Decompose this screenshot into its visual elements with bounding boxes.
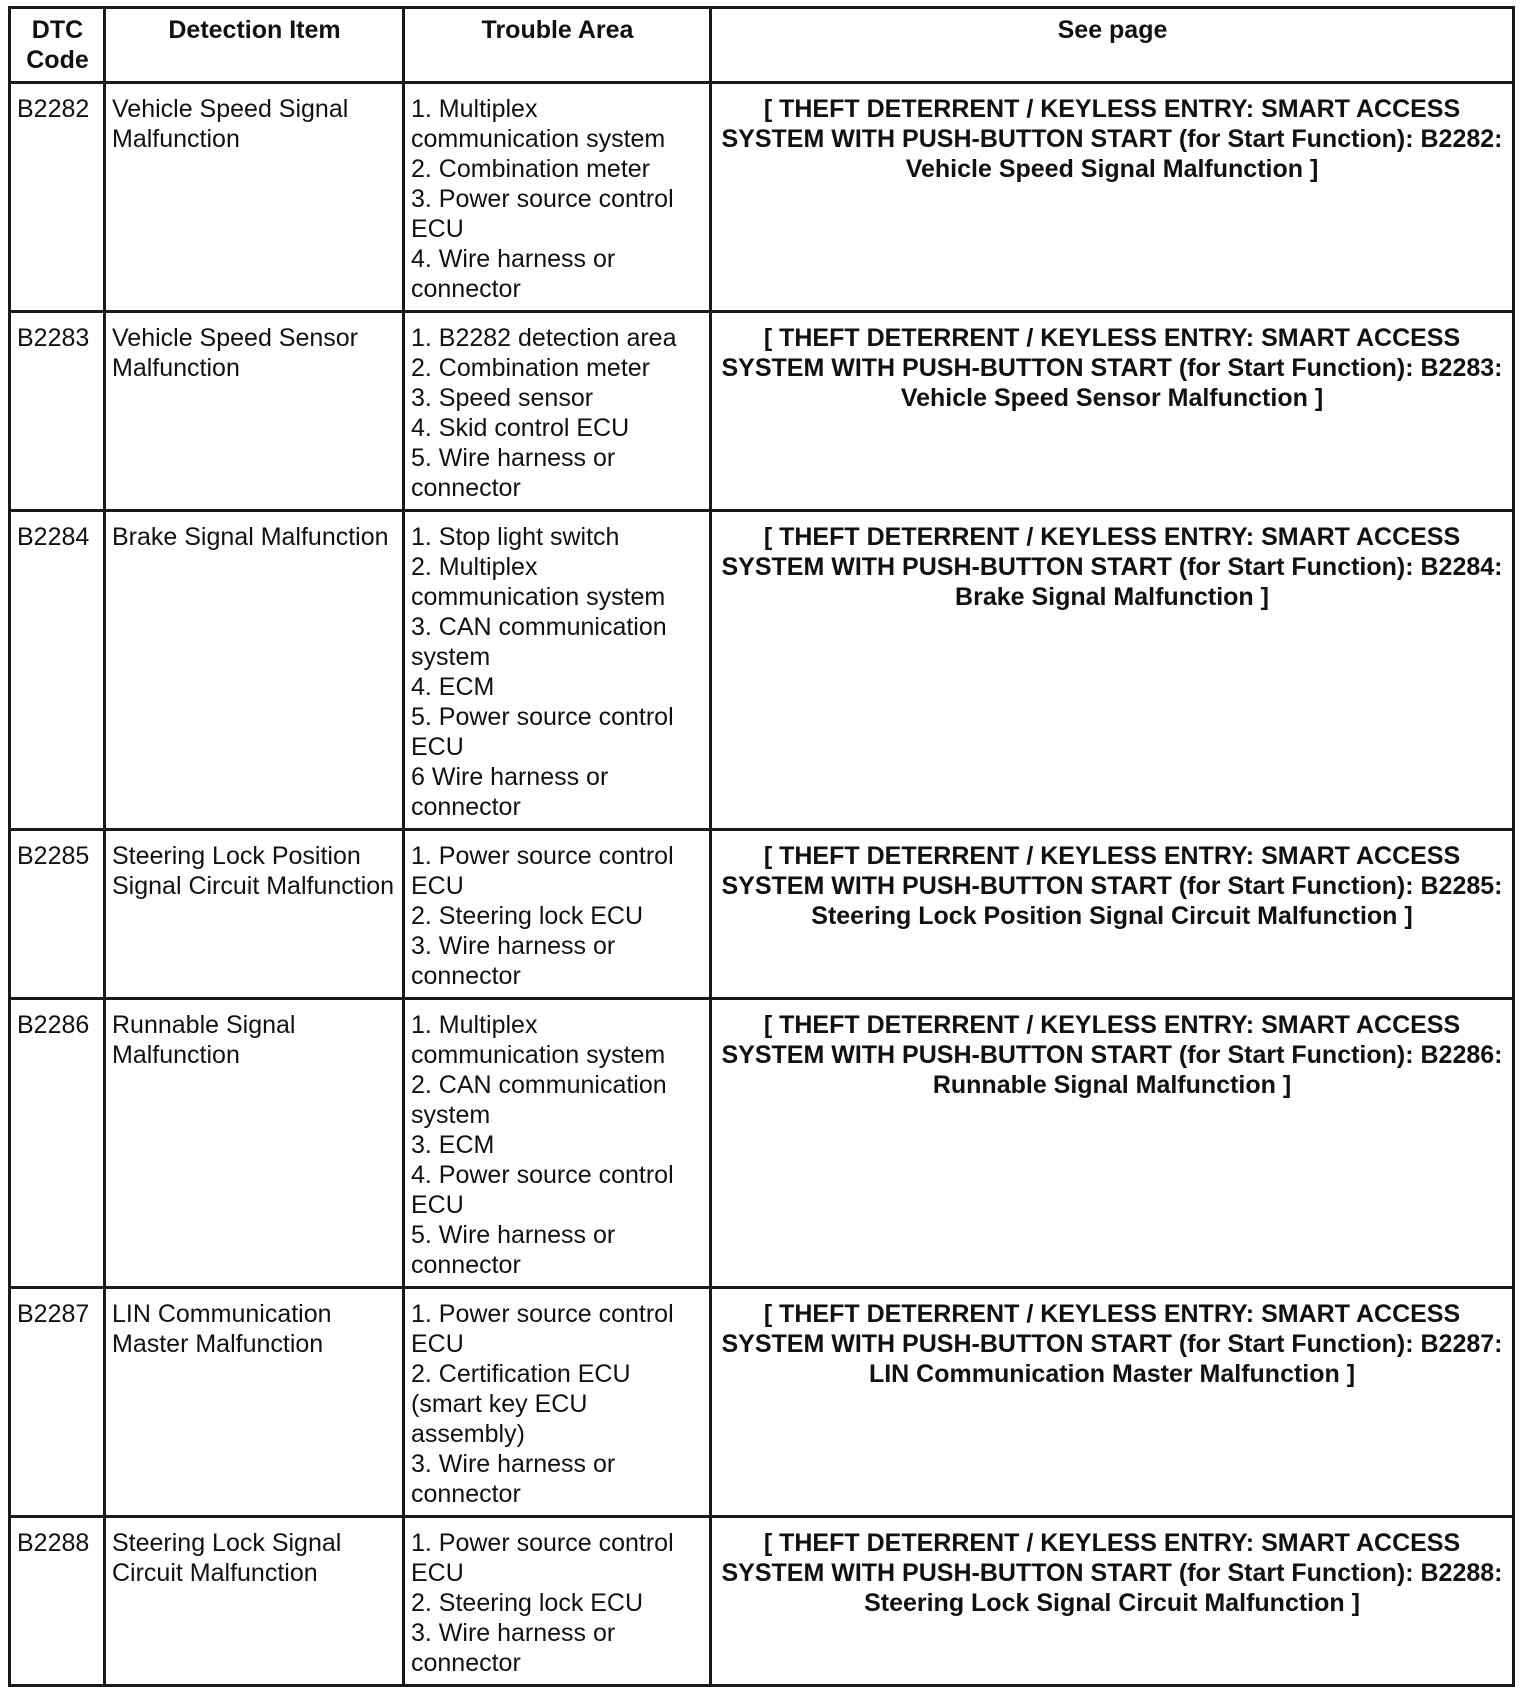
trouble-area-item: 1. B2282 detection area (411, 324, 677, 352)
table-row (10, 999, 1514, 1288)
trouble-area-cell (404, 1517, 711, 1686)
dtc-table-page (8, 6, 1512, 1687)
see-page-link[interactable]: [ THEFT DETERRENT / KEYLESS ENTRY: SMART ACCESS SYSTEM WITH PUSH-BUTTON START (for Start Function): B2286: Runnable Signal Malfunction ] (711, 999, 1514, 1288)
see-page-link[interactable]: [ THEFT DETERRENT / KEYLESS ENTRY: SMART ACCESS SYSTEM WITH PUSH-BUTTON START (for Start Function): B2285: Steering Lock Position Signal Circuit Malfunction ] (711, 830, 1514, 999)
trouble-area-item: 3. Wire harness or connector (411, 1619, 616, 1677)
detection-item-cell: Steering Lock Signal Circuit Malfunction (105, 1517, 404, 1686)
detection-item-cell: Runnable Signal Malfunction (105, 999, 404, 1288)
trouble-area-item: 5. Wire harness or connector (411, 1221, 616, 1279)
trouble-area-item: 4. ECM (411, 673, 495, 701)
see-page-link[interactable]: [ THEFT DETERRENT / KEYLESS ENTRY: SMART ACCESS SYSTEM WITH PUSH-BUTTON START (for Start Function): B2287: LIN Communication Master Malfunction ] (711, 1288, 1514, 1517)
trouble-area-item: 2. Combination meter (411, 155, 651, 183)
detection-item-cell: Vehicle Speed Sensor Malfunction (105, 312, 404, 511)
trouble-area-item: 1. Multiplex communication system (411, 95, 666, 153)
trouble-area-item: 1. Power source control ECU (411, 1529, 674, 1587)
dtc-code-cell: B2286 (10, 999, 105, 1288)
trouble-area-item: 5. Wire harness or connector (411, 444, 616, 502)
trouble-area-item: 5. Power source control ECU (411, 703, 674, 761)
table-row (10, 1288, 1514, 1517)
trouble-area-item: 2. CAN communication system (411, 1071, 667, 1129)
trouble-area-item: 1. Multiplex communication system (411, 1011, 666, 1069)
trouble-area-item: 4. Skid control ECU (411, 414, 630, 442)
table-row (10, 83, 1514, 312)
trouble-area-item: 4. Wire harness or connector (411, 245, 616, 303)
trouble-area-cell (404, 1288, 711, 1517)
dtc-code-cell: B2285 (10, 830, 105, 999)
trouble-area-cell (404, 830, 711, 999)
trouble-area-item: 4. Power source control ECU (411, 1161, 674, 1219)
see-page-link[interactable]: [ THEFT DETERRENT / KEYLESS ENTRY: SMART ACCESS SYSTEM WITH PUSH-BUTTON START (for Start Function): B2282: Vehicle Speed Signal Malfunction ] (711, 83, 1514, 312)
dtc-table (8, 6, 1515, 1687)
trouble-area-item: 2. Combination meter (411, 354, 651, 382)
trouble-area-cell (404, 83, 711, 312)
trouble-area-cell (404, 511, 711, 830)
header-dtc-code: DTC Code (10, 8, 105, 83)
trouble-area-item: 3. ECM (411, 1131, 495, 1159)
table-row (10, 1517, 1514, 1686)
dtc-code-cell: B2283 (10, 312, 105, 511)
trouble-area-item: 3. Power source control ECU (411, 185, 674, 243)
detection-item-cell: Vehicle Speed Signal Malfunction (105, 83, 404, 312)
trouble-area-item: 3. Wire harness or connector (411, 932, 616, 990)
trouble-area-item: 1. Power source control ECU (411, 842, 674, 900)
detection-item-cell: Steering Lock Position Signal Circuit Malfunction (105, 830, 404, 999)
table-row (10, 312, 1514, 511)
dtc-code-cell: B2282 (10, 83, 105, 312)
table-row (10, 830, 1514, 999)
see-page-link[interactable]: [ THEFT DETERRENT / KEYLESS ENTRY: SMART ACCESS SYSTEM WITH PUSH-BUTTON START (for Start Function): B2288: Steering Lock Signal Circuit Malfunction ] (711, 1517, 1514, 1686)
see-page-link[interactable]: [ THEFT DETERRENT / KEYLESS ENTRY: SMART ACCESS SYSTEM WITH PUSH-BUTTON START (for Start Function): B2284: Brake Signal Malfunction ] (711, 511, 1514, 830)
trouble-area-item: 1. Power source control ECU (411, 1300, 674, 1358)
table-body (10, 83, 1514, 1686)
header-see-page: See page (711, 8, 1514, 83)
trouble-area-item: 3. Wire harness or connector (411, 1450, 616, 1508)
trouble-area-item: 2. Certification ECU (smart key ECU assembly) (411, 1360, 631, 1448)
trouble-area-item: 2. Steering lock ECU (411, 902, 644, 930)
trouble-area-cell (404, 312, 711, 511)
header-trouble-area: Trouble Area (404, 8, 711, 83)
trouble-area-cell (404, 999, 711, 1288)
trouble-area-item: 1. Stop light switch (411, 523, 620, 551)
dtc-code-cell: B2287 (10, 1288, 105, 1517)
detection-item-cell: LIN Communication Master Malfunction (105, 1288, 404, 1517)
header-detection-item: Detection Item (105, 8, 404, 83)
trouble-area-item: 3. CAN communication system (411, 613, 667, 671)
see-page-link[interactable]: [ THEFT DETERRENT / KEYLESS ENTRY: SMART ACCESS SYSTEM WITH PUSH-BUTTON START (for Start Function): B2283: Vehicle Speed Sensor Malfunction ] (711, 312, 1514, 511)
trouble-area-item: 2. Steering lock ECU (411, 1589, 644, 1617)
dtc-code-cell: B2288 (10, 1517, 105, 1686)
detection-item-cell: Brake Signal Malfunction (105, 511, 404, 830)
trouble-area-item: 3. Speed sensor (411, 384, 594, 412)
table-row (10, 511, 1514, 830)
table-header-row (10, 8, 1514, 83)
trouble-area-item: 6 Wire harness or connector (411, 763, 609, 821)
dtc-code-cell: B2284 (10, 511, 105, 830)
trouble-area-item: 2. Multiplex communication system (411, 553, 666, 611)
